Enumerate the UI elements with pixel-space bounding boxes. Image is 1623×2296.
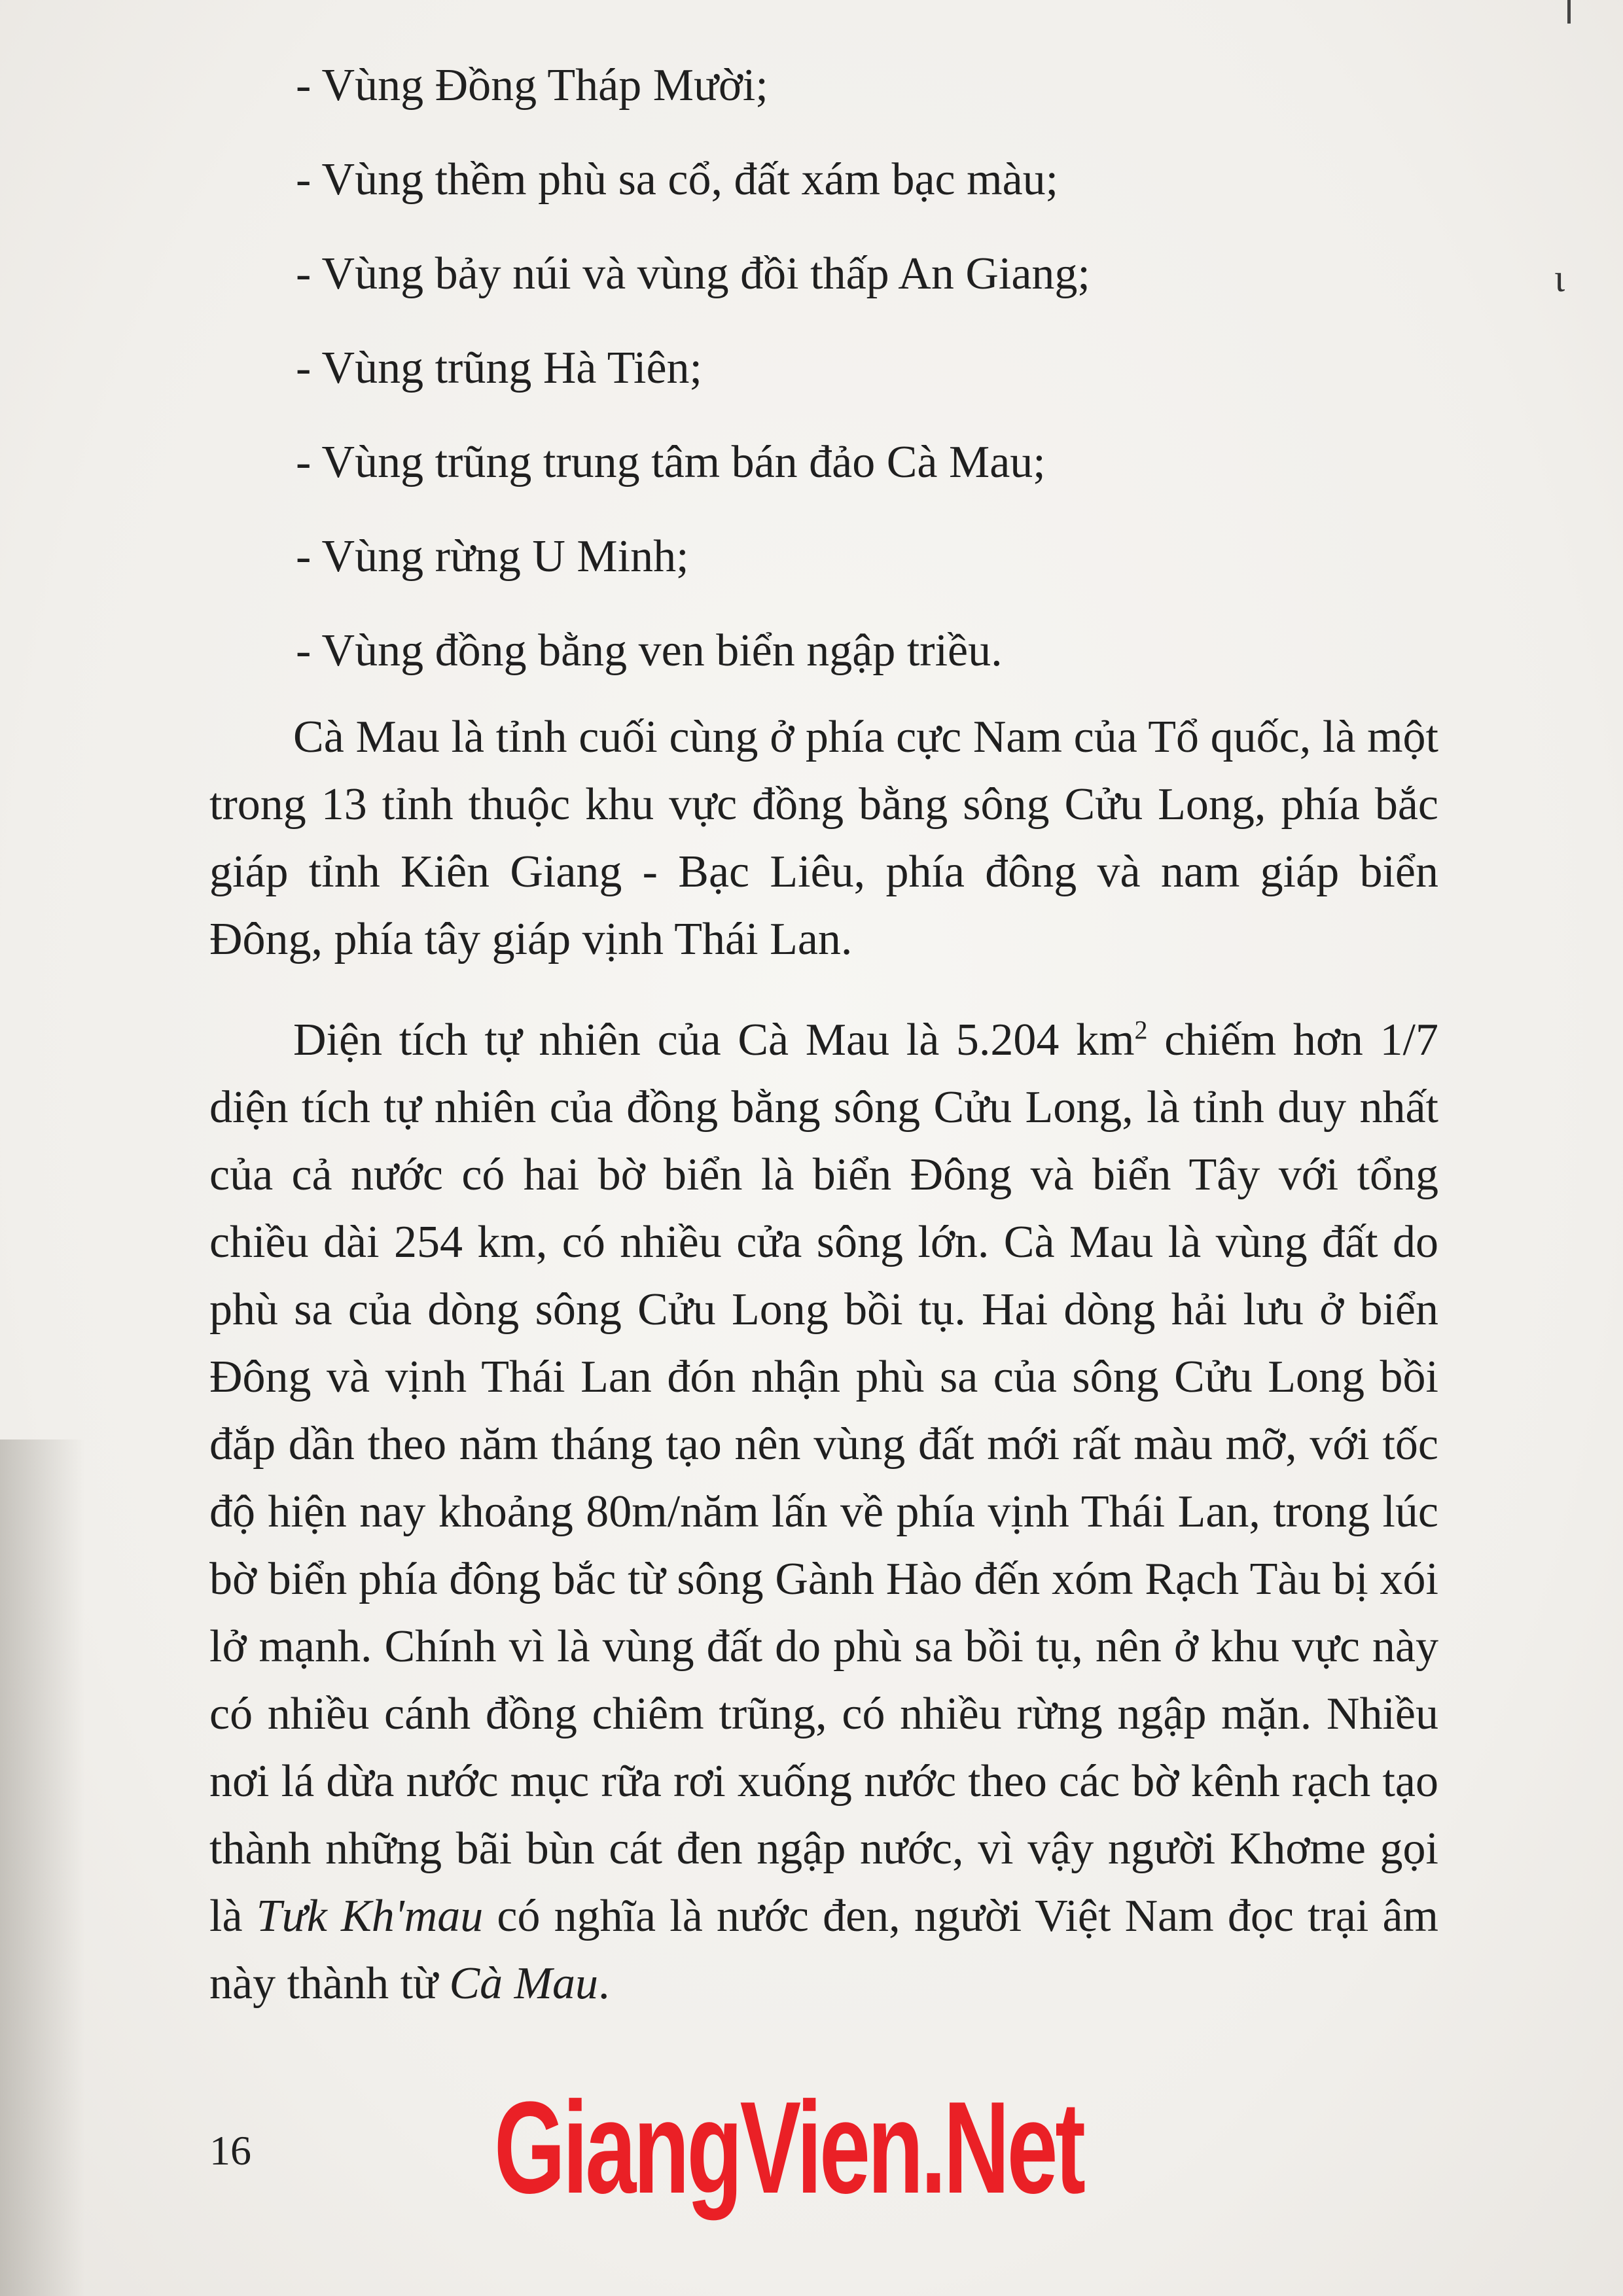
paragraph-location: Cà Mau là tỉnh cuối cùng ở phía cực Nam của Tổ quốc, là một trong 13 tỉnh thuộc khu vực đồng bằng sông Cửu Long, phía bắc giáp tỉnh Kiên Giang - Bạc Liêu, phía đông và nam giáp biển Đông, phía tây giáp vịnh Thái Lan. <box>209 712 1438 964</box>
binding-shadow <box>0 1439 85 2296</box>
list-item: - Vùng thềm phù sa cổ, đất xám bạc màu; <box>296 154 1059 205</box>
list-item: - Vùng đồng bằng ven biển ngập triều. <box>296 626 1003 676</box>
superscript: 2 <box>1134 1015 1148 1045</box>
edge-mark-right: ɩ <box>1554 256 1565 300</box>
list-item: - Vùng Đồng Tháp Mười; <box>296 60 768 111</box>
edge-mark-top <box>1567 0 1571 24</box>
paragraph-text: . <box>597 1958 610 2009</box>
italic-term: Cà Mau <box>449 1958 598 2009</box>
paragraph-text: chiếm hơn 1/7 diện tích tự nhiên của đồng bằng sông Cửu Long, là tỉnh duy nhất của cả nước có hai bờ biển là biển Đông và biển Tây với tổng chiều dài 254 km, có nhiều cửa sông lớn. Cà Mau là vùng đất do phù sa của dòng sông Cửu Long bồi tụ. Hai dòng hải lưu ở biển Đông và vịnh Thái Lan đón nhận phù sa của sông Cửu Long bồi đắp dần theo năm tháng tạo nên vùng đất mới rất màu mỡ, với tốc độ hiện nay khoảng 80m/năm lấn về phía vịnh Thái Lan, trong lúc bờ biển phía đông bắc từ sông Gành Hào đến xóm Rạch Tàu bị xói lở mạnh. Chính vì là vùng đất do phù sa bồi tụ, nên ở khu vực này có nhiều cánh đồng chiêm trũng, có nhiều rừng ngập mặn. Nhiều nơi lá dừa nước mục rữa rơi xuống nước theo các bờ kênh rạch tạo thành những bãi bùn cát đen ngập nước, vì vậy người Khơme gọi là <box>209 1015 1438 1941</box>
page-number: 16 <box>209 2127 251 2174</box>
italic-term: Tưk Kh'mau <box>256 1891 484 1941</box>
list-item: - Vùng rừng U Minh; <box>296 531 689 582</box>
paragraph-text: Diện tích tự nhiên của Cà Mau là 5.204 km <box>293 1015 1135 1065</box>
paragraph-area <box>209 1006 1438 2017</box>
paragraph-text: có nghĩa là nước đen, người Việt Nam đọc trại âm này thành từ <box>209 1891 1438 2009</box>
list-item: - Vùng bảy núi và vùng đồi thấp An Giang; <box>296 249 1090 299</box>
watermark-logo: GiangVien.Net <box>494 2075 1083 2221</box>
list-item: - Vùng trũng trung tâm bán đảo Cà Mau; <box>296 437 1046 487</box>
region-list <box>296 62 1539 722</box>
list-item: - Vùng trũng Hà Tiên; <box>296 343 702 393</box>
